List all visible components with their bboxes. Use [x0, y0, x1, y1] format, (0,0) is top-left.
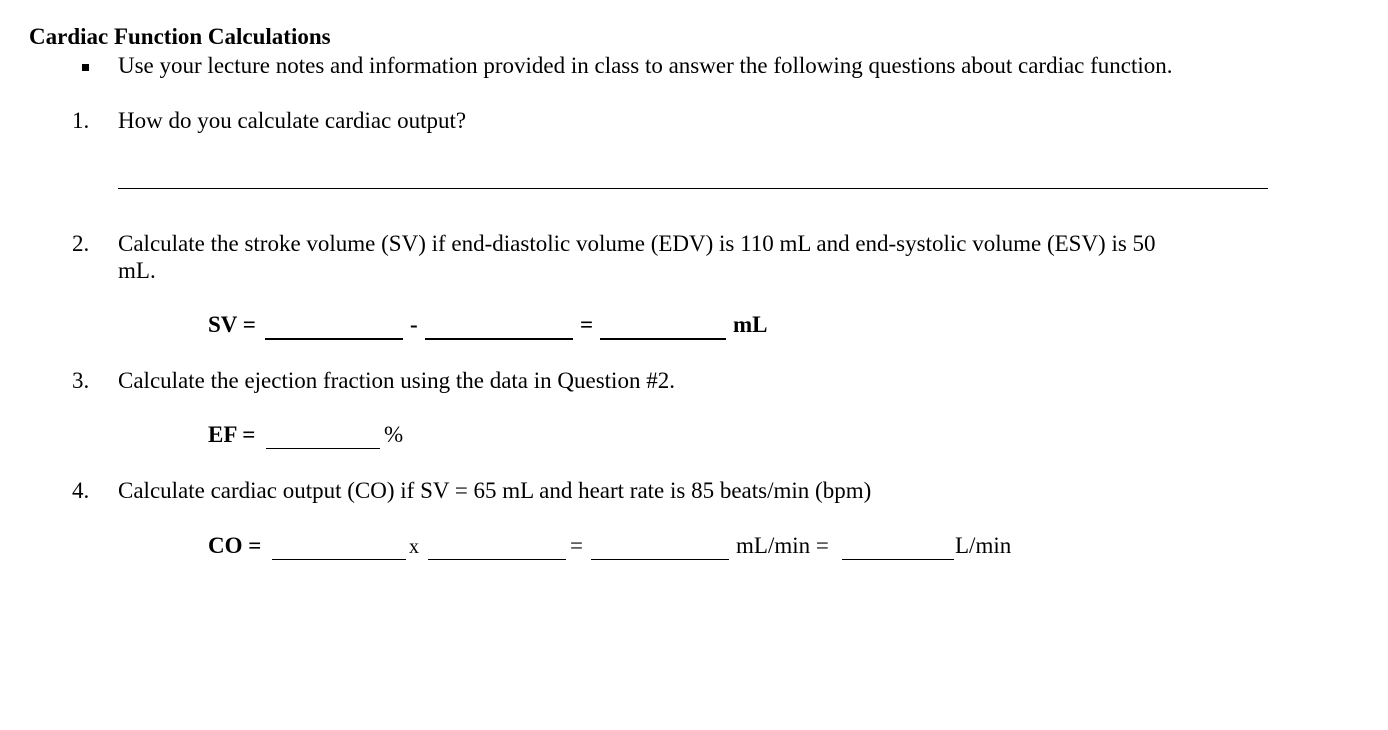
- ef-formula-label: EF =: [208, 422, 256, 447]
- question-3-text: Calculate the ejection fraction using the data in Question #2.: [118, 368, 675, 393]
- intro-text: Use your lecture notes and information provided in class to answer the following questions about cardiac function.: [118, 53, 1173, 78]
- sv-blank-result[interactable]: [600, 338, 726, 340]
- co-equals-sign: =: [570, 533, 583, 558]
- co-formula-label: CO =: [208, 533, 262, 558]
- co-blank-l-min[interactable]: [842, 559, 954, 560]
- sv-blank-edv[interactable]: [265, 338, 403, 340]
- question-1-text: How do you calculate cardiac output?: [118, 108, 467, 133]
- co-blank-ml-min[interactable]: [591, 559, 729, 560]
- question-1-number: 1.: [72, 108, 90, 133]
- question-4-number: 4.: [72, 478, 90, 503]
- question-2-number: 2.: [72, 231, 90, 256]
- ef-blank-result[interactable]: [266, 448, 380, 449]
- question-2-text-line2: mL.: [118, 258, 156, 283]
- question-3-number: 3.: [72, 368, 90, 393]
- ef-unit: %: [384, 422, 404, 447]
- sv-formula-label: SV =: [208, 312, 256, 337]
- question-4-text: Calculate cardiac output (CO) if SV = 65 mL and heart rate is 85 beats/min (bpm): [118, 478, 872, 503]
- co-unit-ml-min: mL/min =: [736, 533, 829, 558]
- sv-minus-sign: -: [410, 312, 418, 337]
- question-1-answer-line[interactable]: [118, 188, 1268, 189]
- sv-unit: mL: [733, 312, 768, 337]
- co-unit-l-min: L/min: [955, 533, 1012, 558]
- page-title: Cardiac Function Calculations: [29, 24, 331, 49]
- co-blank-sv[interactable]: [272, 559, 406, 560]
- co-blank-hr[interactable]: [428, 559, 566, 560]
- sv-equals-sign: =: [580, 312, 594, 337]
- sv-blank-esv[interactable]: [425, 338, 573, 340]
- bullet-icon: [82, 64, 89, 71]
- co-times-sign: x: [409, 536, 419, 558]
- question-2-text-line1: Calculate the stroke volume (SV) if end-diastolic volume (EDV) is 110 mL and end-systolic volume (ESV) is 50: [118, 231, 1156, 256]
